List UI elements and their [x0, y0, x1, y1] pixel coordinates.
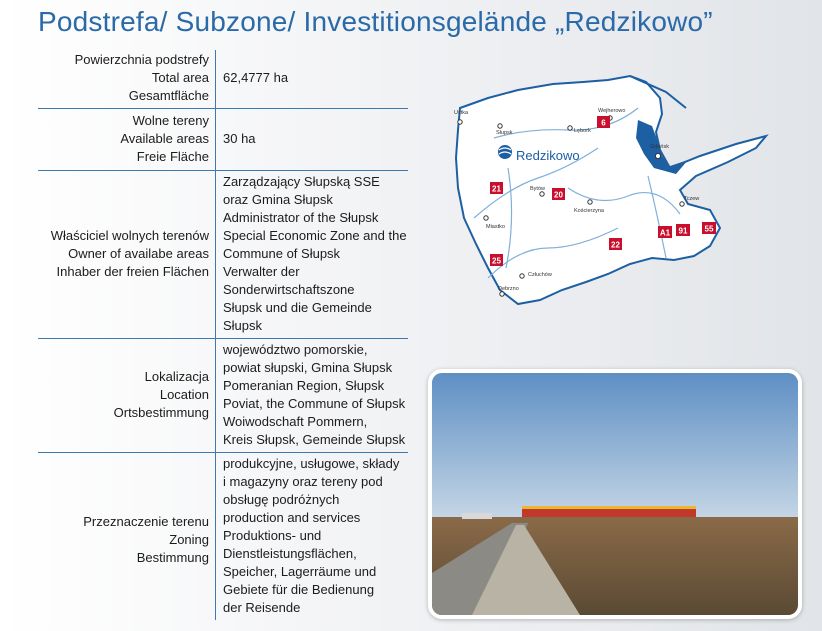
value-line: production and services — [223, 510, 361, 525]
redzikowo-label: Redzikowo — [516, 148, 580, 163]
row-value — [216, 171, 408, 338]
city-dot — [500, 292, 504, 296]
value-line: Słupsk — [223, 317, 263, 333]
label-en: Available areas — [120, 130, 209, 146]
city-label: Kościerzyna — [574, 208, 604, 214]
value-line: 62,4777 ha — [223, 70, 289, 85]
value-line: Dienstleistungsflächen, — [223, 546, 357, 561]
road-number: 6 — [601, 118, 606, 128]
value-line: Speicher, Lagerräume und — [223, 564, 377, 579]
label-en: Zoning — [169, 532, 209, 547]
value-line: województwo pomorskie, — [223, 341, 368, 357]
label-de: Gesamtfläche — [128, 88, 209, 103]
value-line: der Reisende — [223, 600, 301, 615]
city-dot — [655, 153, 660, 158]
road-number: 20 — [554, 190, 563, 200]
city-label: Debrzno — [498, 286, 519, 292]
value-line: 30 ha — [223, 130, 256, 146]
city-label: Słupsk — [496, 130, 513, 136]
row-owner — [38, 171, 408, 339]
value-line: powiat słupski, Gmina Słupsk — [223, 359, 393, 375]
city-dot — [498, 124, 502, 128]
row-label — [38, 171, 216, 338]
road-number: 91 — [678, 226, 688, 236]
value-line: Gebiete für die Bedienung — [223, 582, 375, 597]
city-label: Miastko — [486, 224, 505, 230]
region-map — [448, 68, 796, 320]
label-de: Freie Fläche — [136, 148, 209, 164]
city-dot — [540, 192, 544, 196]
label-pl: Lokalizacja — [144, 368, 209, 384]
city-label: Bytów — [530, 186, 545, 192]
city-label: Ustka — [454, 110, 469, 116]
label-en: Location — [159, 386, 209, 402]
label-pl: Właściciel wolnych terenów — [50, 227, 209, 243]
value-line: oraz Gmina Słupsk — [223, 191, 333, 207]
value-line: obsługę podróżnych — [223, 492, 340, 507]
building-small — [462, 513, 492, 519]
value-line: Commune of Słupsk — [223, 245, 341, 261]
label-pl: Wolne tereny — [132, 112, 209, 128]
landscape-photo-icon — [432, 373, 798, 615]
info-table — [38, 50, 408, 620]
city-dot — [520, 274, 524, 278]
road-number: A1 — [659, 228, 671, 238]
value-line: Pomeranian Region, Słupsk — [223, 377, 385, 393]
row-location — [38, 339, 408, 453]
label-de: Inhaber der freien Flächen — [56, 263, 209, 279]
row-value — [216, 339, 408, 452]
road-number: 21 — [492, 184, 501, 194]
city-label: Człuchów — [528, 272, 552, 278]
value-line: Poviat, the Commune of Słupsk — [223, 395, 406, 411]
city-dot — [568, 126, 572, 130]
city-label: Gdańsk — [650, 144, 669, 150]
value-line: Sonderwirtschaftszone — [223, 281, 355, 297]
row-total-area — [38, 50, 408, 109]
city-dot — [484, 216, 488, 220]
city-label: Lębork — [574, 128, 591, 134]
value-line: Kreis Słupsk, Gemeinde Słupsk — [223, 431, 406, 447]
site-photo — [428, 369, 802, 619]
row-zoning — [38, 453, 408, 620]
row-value — [216, 109, 408, 170]
label-de: Bestimmung — [136, 550, 209, 565]
row-label — [38, 109, 216, 170]
row-label — [38, 339, 216, 452]
value-line: Produktions- und — [223, 528, 322, 543]
row-value — [216, 453, 408, 620]
label-pl: Powierzchnia podstrefy — [74, 52, 209, 67]
value-line: Zarządzający Słupską SSE — [223, 173, 380, 189]
value-line: Woiwodschaft Pommern, — [223, 413, 368, 429]
road-number: 55 — [704, 224, 714, 234]
road-number: 22 — [611, 240, 620, 250]
value-line: produkcyjne, usługowe, składy — [223, 456, 400, 471]
label-en: Owner of availabe areas — [68, 245, 209, 261]
road-number: 25 — [492, 256, 501, 266]
row-label — [38, 50, 216, 108]
city-label: Tczew — [684, 196, 700, 202]
city-dot — [458, 120, 462, 124]
row-label — [38, 453, 216, 620]
label-de: Ortsbestimmung — [113, 404, 209, 420]
value-line: Administrator of the Słupsk — [223, 209, 379, 225]
sky — [432, 373, 798, 523]
label-pl: Przeznaczenie terenu — [83, 514, 209, 529]
value-line: Verwalter der — [223, 263, 300, 279]
map-svg — [448, 68, 796, 320]
city-dot — [680, 202, 684, 206]
row-value — [216, 50, 408, 108]
row-available-areas — [38, 109, 408, 171]
label-en: Total area — [151, 70, 209, 85]
value-line: Słupsk und die Gemeinde — [223, 299, 372, 315]
city-dot — [588, 200, 592, 204]
building-roof — [522, 506, 696, 509]
value-line: Special Economic Zone and the — [223, 227, 407, 243]
page-title: Podstrefa/ Subzone/ Investitionsgelände „Redzikowo” — [38, 6, 713, 37]
city-label: Wejherowo — [598, 108, 626, 114]
value-line: i magazyny oraz tereny pod — [223, 474, 383, 489]
